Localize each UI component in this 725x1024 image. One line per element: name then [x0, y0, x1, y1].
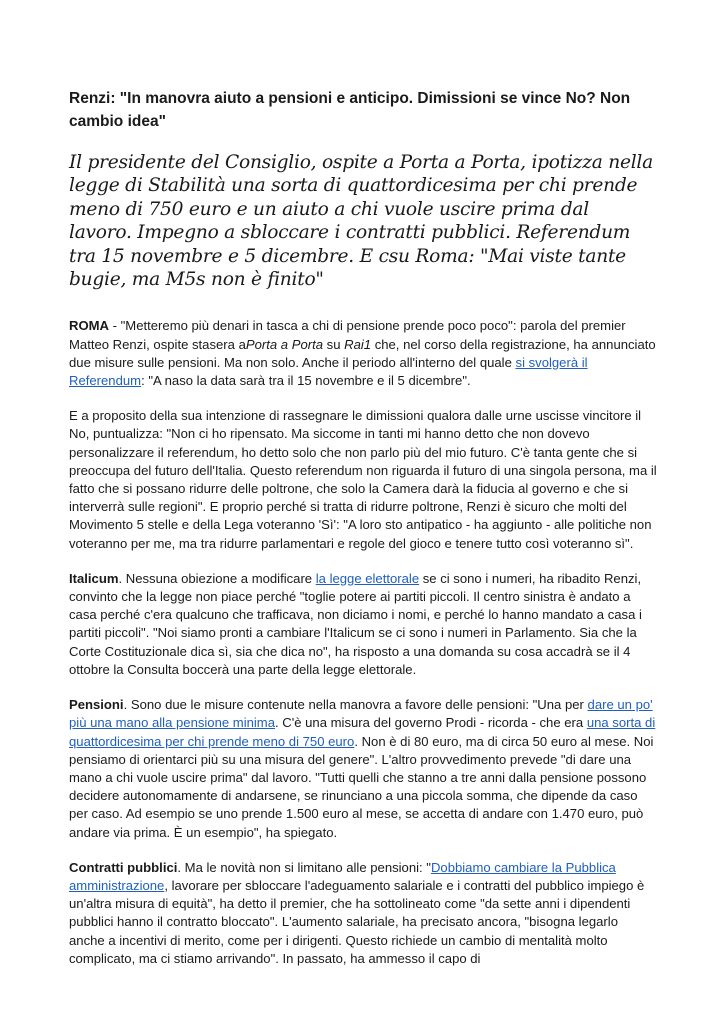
paragraph-roma [69, 317, 657, 390]
article [69, 87, 657, 985]
paragraph-italicum [69, 570, 657, 679]
show-name: Porta a Porta [245, 336, 324, 352]
paragraph-pensioni [69, 696, 657, 842]
article-subtitle: Il presidente del Consiglio, ospite a Porta a Porta, ipotizza nella legge di Stabilità una sorta di quattordicesima per chi prende meno di 750 euro e un aiuto a chi vuole uscire prima dal lavoro. Impegno a sbloccare i contratti pubblici. Referendum tra 15 novembre e 5 dicembre. E csu Roma: "Mai viste tante bugie, ma M5s non è finito" [69, 152, 653, 291]
link-pubblica-amministrazione[interactable]: Dobbiamo cambiare la Pubblica amministrazione [69, 859, 616, 893]
paragraph-text: - "Metteremo più denari in tasca a chi di pensione prende poco poco": parola del premier Matteo Renzi, ospite stasera a [69, 318, 626, 352]
paragraph-text: . Ma le novità non si limitano alle pensioni: " [177, 859, 431, 875]
link-pensione-minima[interactable]: dare un po' più una mano alla pensione minima [69, 697, 653, 731]
paragraph-text: che, nel corso della registrazione, ha annunciato due misure sulle pensioni. Ma non solo. Anche il periodo all'interno del quale [69, 336, 656, 370]
channel-name: Rai1 [344, 336, 372, 352]
paragraph-contratti [69, 859, 657, 968]
paragraph-text: se ci sono i numeri, ha ribadito Renzi, convinto che la legge non piace perché "toglie potere ai partiti piccoli. Il centro sinistra è andato a casa perché c'era qualcuno che trafficava, non diciamo i nomi, e perché lo hanno mandato a casa i partiti piccoli". "Noi siamo pronti a cambiare l'Italicum se ci sono i numeri in Parlamento. Sia che la Corte Costituzionale dica sì, sia che dica no", ha risposto a una domanda su cosa accadrà se il 4 ottobre la Consulta boccerà una parte della legge elettorale. [69, 570, 642, 677]
paragraph-lead: ROMA [69, 318, 110, 334]
link-legge-elettorale[interactable]: la legge elettorale [315, 570, 420, 586]
paragraph-text: , lavorare per sbloccare l'adeguamento salariale e i contratti del pubblico impiego è un'altra misura di equità", ha detto il premier, che ha sottolineato come "da sette anni i dipendenti pubblici hanno il contratto bloccato". L'aumento salariale, ha precisato ancora, "bisogna legarlo anche a incentivi di merito, come per i dirigenti. Questo richiede un cambio di mentalità molto complicato, ma ci stiamo arrivando". In passato, ha ammesso il capo di [69, 877, 645, 966]
paragraph-text: : "A naso la data sarà tra il 15 novembre e il 5 dicembre". [141, 373, 471, 389]
link-quattordicesima[interactable]: una sorta di quattordicesima per chi prende meno di 750 euro [69, 715, 656, 749]
link-referendum[interactable]: si svolgerà il Referendum [69, 354, 588, 389]
paragraph-text: su [323, 336, 345, 352]
paragraph-lead: Italicum [69, 570, 119, 586]
paragraph-lead: Contratti pubblici [69, 859, 178, 875]
paragraph-text: . Nessuna obiezione a modificare [118, 570, 316, 586]
paragraph-dimissioni: E a proposito della sua intenzione di rassegnare le dimissioni qualora dalle urne uscisse vincitore il No, puntualizza: "Non ci ho ripensato. Ma siccome in tanti mi hanno detto che non dovevo personalizzare il referendum, ho detto solo che non parlo più del mio futuro. C'è tanta gente che si preoccupa del futuro dell'Italia. Questo referendum non riguarda il futuro di una singola persona, ma il fatto che si possano ridurre delle poltrone, che solo la Camera darà la fiducia al governo e che si interverrà sulle regioni". E proprio perché si tratta di ridurre poltrone, Renzi è sicuro che molti del Movimento 5 stelle e della Lega voteranno 'Sì': "A loro sto antipatico - ha aggiunto - alle politiche non voteranno per me, ma tra ridurre parlamentari e regole del gioco e tenere tutto così voteranno sì". [69, 408, 657, 551]
article-title: Renzi: "In manovra aiuto a pensioni e anticipo. Dimissioni se vince No? Non cambio idea" [69, 90, 631, 130]
paragraph-lead: Pensioni [69, 697, 124, 713]
paragraph-text: . Non è di 80 euro, ma di circa 50 euro al mese. Noi pensiamo di orientarci più su una misura del genere". L'altro provvedimento prevede "di dare una mano a chi vuole uscire prima" dal lavoro. "Tutti quelli che stanno a tre anni dalla pensione possono decidere autonomamente di andarsene, se rinunciano a una piccola somma, che dipende da caso per caso. Ad esempio se uno prende 1.500 euro al mese, se accetta di andare con 1.470 euro, può andare via prima. È un esempio", ha spiegato. [69, 733, 654, 840]
paragraph-text: . C'è una misura del governo Prodi - ricorda - che era [275, 715, 587, 731]
paragraph-text: . Sono due le misure contenute nella manovra a favore delle pensioni: "Una per [123, 697, 588, 713]
